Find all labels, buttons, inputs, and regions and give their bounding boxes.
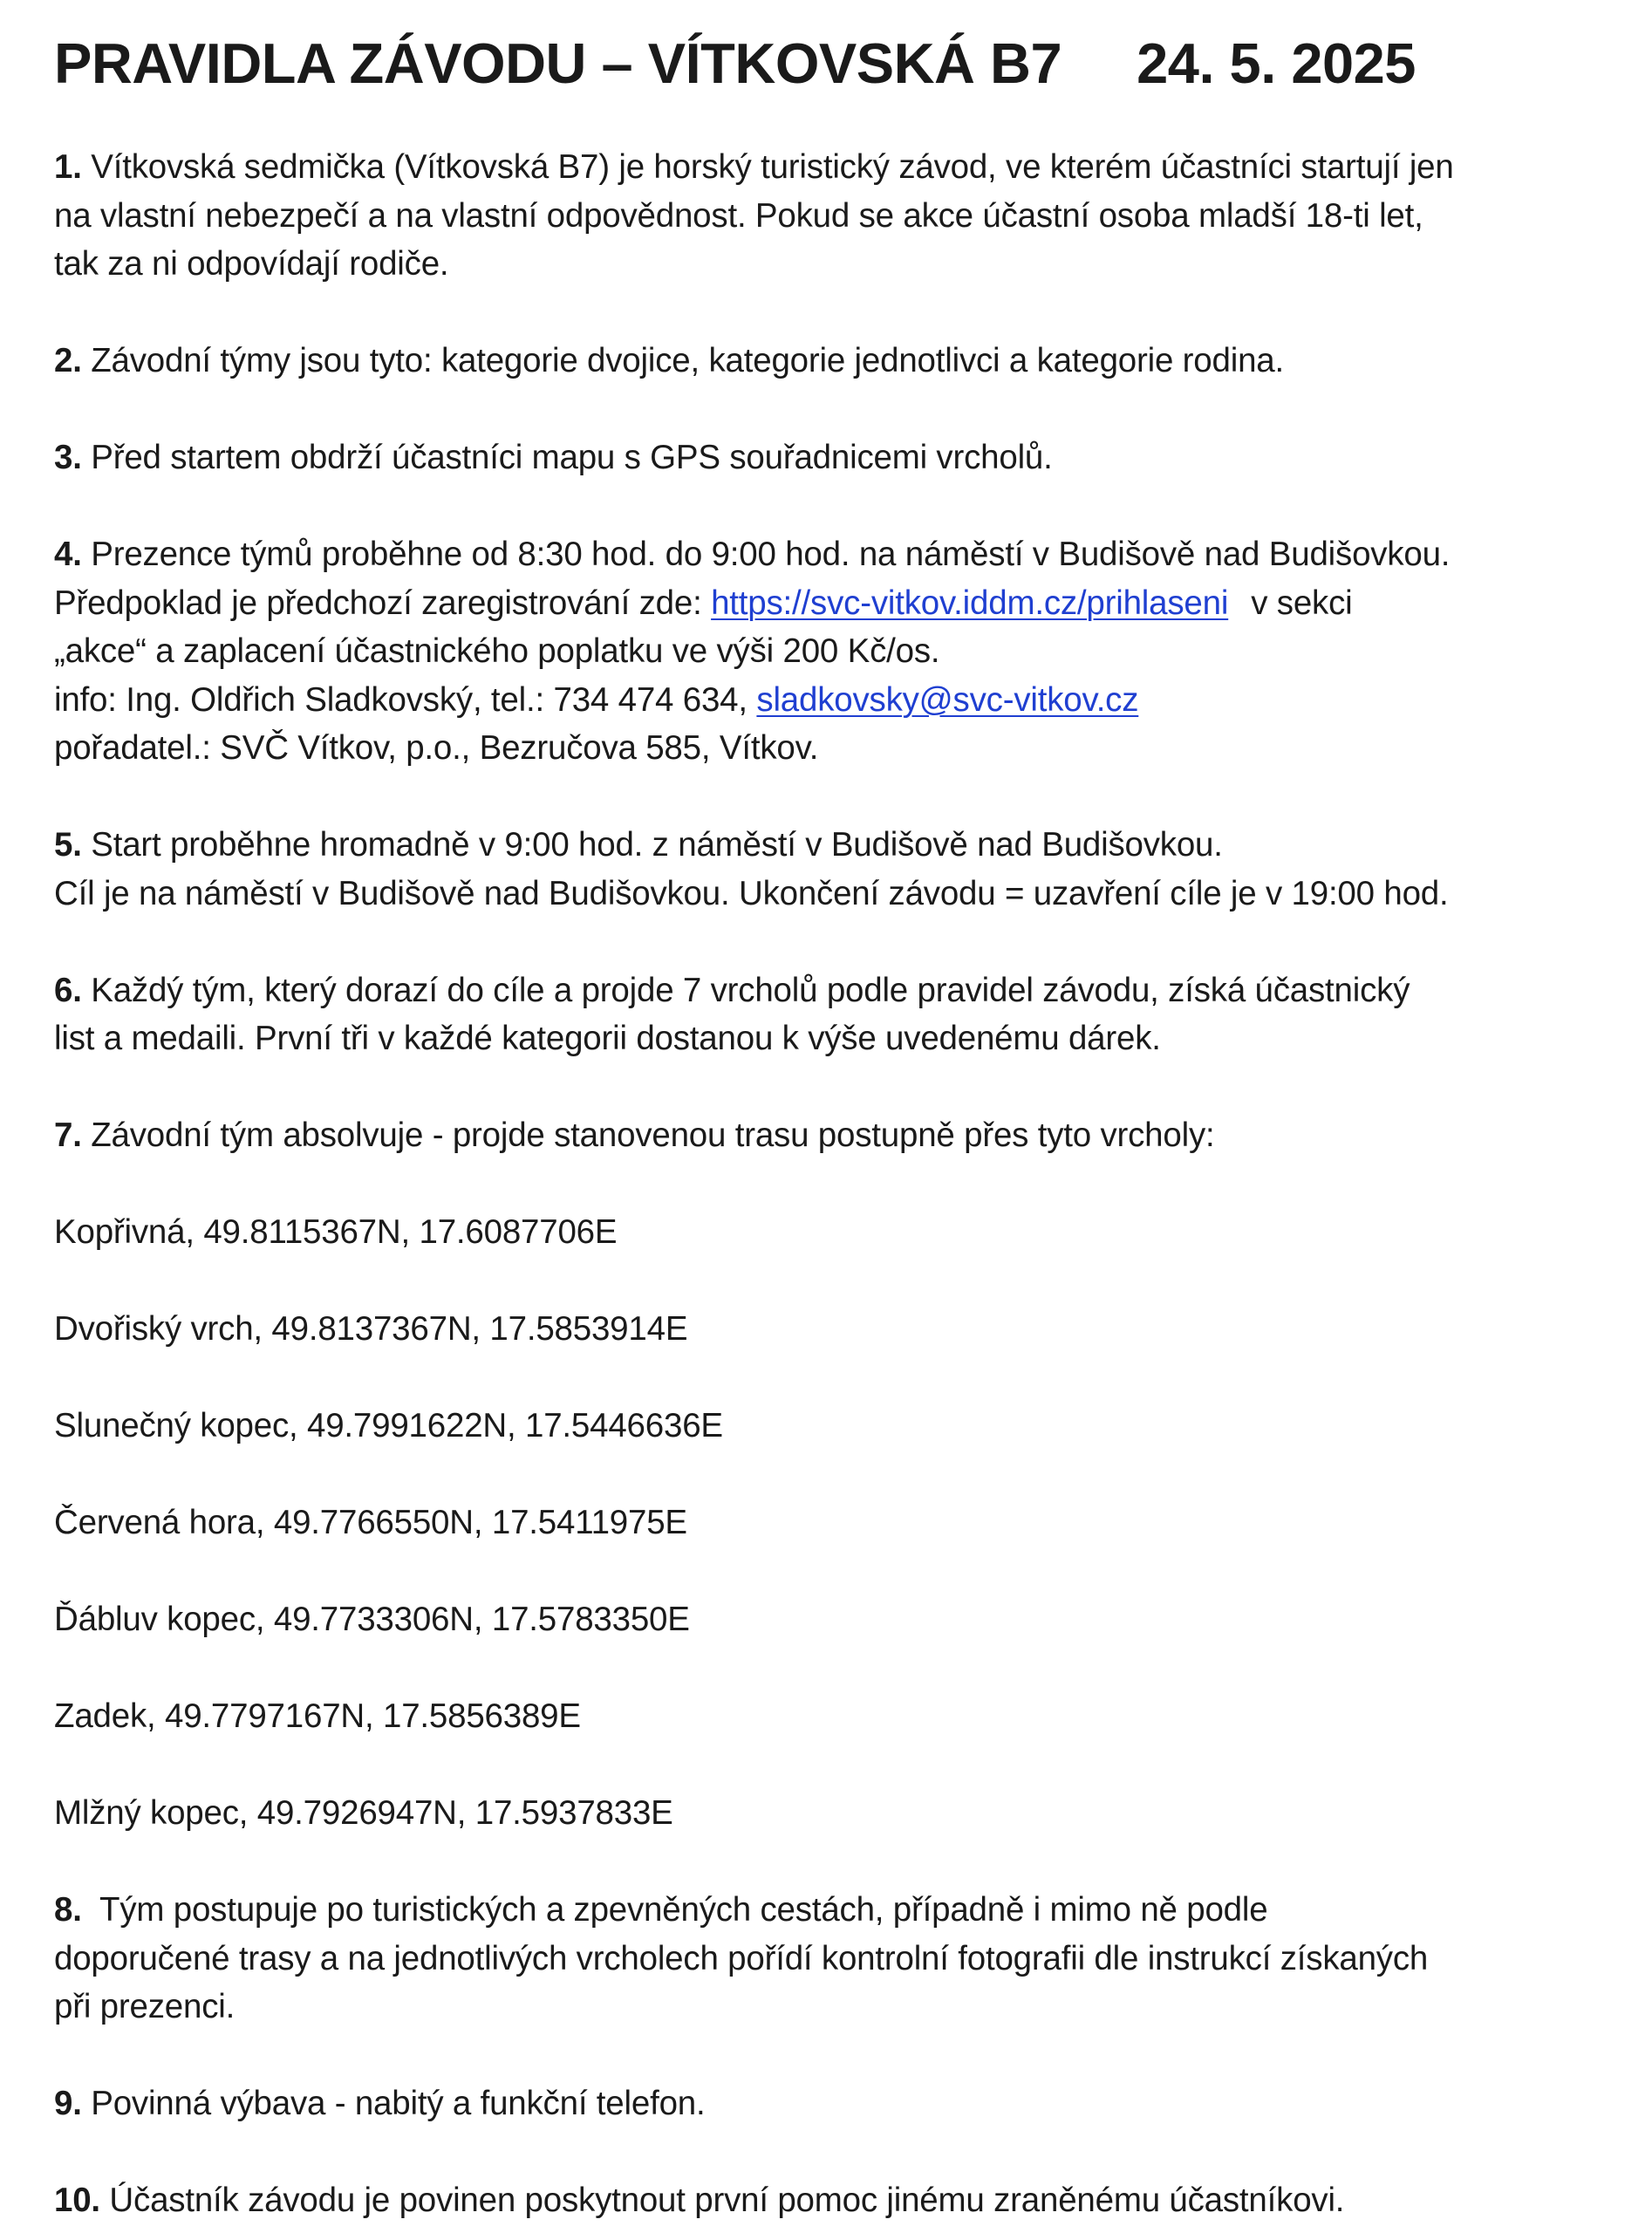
summit-item: Zadek, 49.7797167N, 17.5856389E xyxy=(54,1697,581,1735)
rule-number: 2. xyxy=(54,342,82,379)
rule-1 xyxy=(54,143,1600,289)
rule-2-line-1 xyxy=(54,337,1600,386)
rule-7 xyxy=(54,1111,1600,1160)
rule-5-line-1 xyxy=(54,821,1600,870)
rule-6-line-2: list a medaili. První tři v každé kategorii dostanou k výše uvedenému dárek. xyxy=(54,1020,1161,1057)
rule-text: Tým postupuje po turistických a zpevněných cestách, případně i mimo ně podle xyxy=(81,1891,1268,1929)
rule-4-line-1 xyxy=(54,530,1600,579)
registration-link[interactable]: https://svc-vitkov.iddm.cz/prihlaseni xyxy=(711,584,1229,622)
rule-number: 9. xyxy=(54,2085,82,2122)
summit-item: Červená hora, 49.7766550N, 17.5411975E xyxy=(54,1504,687,1541)
rule-4-line-2 xyxy=(54,579,1600,628)
rule-number: 4. xyxy=(54,536,82,573)
registration-text: Předpoklad je předchozí zaregistrování zde: xyxy=(54,584,712,622)
rule-4-line-4 xyxy=(54,676,1600,725)
rule-4-line-5: pořadatel.: SVČ Vítkov, p.o., Bezručova 585, Vítkov. xyxy=(54,729,819,767)
summit-item: Kopřivná, 49.8115367N, 17.6087706E xyxy=(54,1213,618,1251)
rule-10-line-1 xyxy=(54,2176,1600,2225)
rule-text: Každý tým, který dorazí do cíle a projde 7 vrcholů podle pravidel závodu, získá účastnický xyxy=(81,971,1410,1009)
summit-item: Mlžný kopec, 49.7926947N, 17.5937833E xyxy=(54,1794,673,1832)
summit-item: Ďábluv kopec, 49.7733306N, 17.5783350E xyxy=(54,1601,690,1638)
rule-6-line-1 xyxy=(54,966,1600,1015)
contact-info-text: info: Ing. Oldřich Sladkovský, tel.: 734 474 634, xyxy=(54,680,757,719)
rule-8-line-1 xyxy=(54,1886,1600,1935)
rule-10 xyxy=(54,2176,1600,2225)
page-title xyxy=(54,24,1600,103)
rule-9 xyxy=(54,2079,1600,2128)
email-link[interactable]: sladkovsky@svc-vitkov.cz xyxy=(756,680,1139,719)
rule-text: Vítkovská sedmička (Vítkovská B7) je horský turistický závod, ve kterém účastníci startují jen xyxy=(81,148,1454,186)
rule-number: 1. xyxy=(54,148,82,186)
rule-6 xyxy=(54,966,1600,1063)
rule-number: 10. xyxy=(54,2182,100,2219)
rule-text: Závodní týmy jsou tyto: kategorie dvojice, kategorie jednotlivci a kategorie rodina. xyxy=(81,342,1285,379)
rule-text: Před startem obdrží účastníci mapu s GPS souřadnicemi vrcholů. xyxy=(81,439,1053,476)
rule-number: 7. xyxy=(54,1116,82,1154)
rule-1-line-3: tak za ni odpovídají rodiče. xyxy=(54,245,449,283)
rules-body xyxy=(54,143,1600,2225)
rule-text: Prezence týmů proběhne od 8:30 hod. do 9:00 hod. na náměstí v Budišově nad Budišovkou. xyxy=(81,536,1451,573)
rule-number: 6. xyxy=(54,971,82,1009)
summit-item: Slunečný kopec, 49.7991622N, 17.5446636E xyxy=(54,1407,723,1444)
rule-1-line-2: na vlastní nebezpečí a na vlastní odpovědnost. Pokud se akce účastní osoba mladší 18-ti let, xyxy=(54,196,1423,235)
rule-text: Start proběhne hromadně v 9:00 hod. z náměstí v Budišově nad Budišovkou. xyxy=(81,826,1223,864)
rule-3 xyxy=(54,434,1600,482)
rule-1-line-1 xyxy=(54,143,1600,192)
title-date: 24. 5. 2025 xyxy=(1137,31,1416,95)
title-main: PRAVIDLA ZÁVODU – VÍTKOVSKÁ B7 xyxy=(54,31,1062,95)
rule-4-line-3: „akce“ a zaplacení účastnického poplatku ve výši 200 Kč/os. xyxy=(54,632,940,670)
rule-text: Účastník závodu je povinen poskytnout první pomoc jinému zraněnému účastníkovi. xyxy=(99,2182,1345,2219)
rule-text: Povinná výbava - nabitý a funkční telefon. xyxy=(81,2085,706,2122)
rule-8-line-3: při prezenci. xyxy=(54,1988,236,2025)
rule-5-line-2: Cíl je na náměstí v Budišově nad Budišovkou. Ukončení závodu = uzavření cíle je v 19:00 hod. xyxy=(54,874,1449,912)
rule-2 xyxy=(54,337,1600,386)
rule-5 xyxy=(54,821,1600,918)
summit-item: Dvořiský vrch, 49.8137367N, 17.5853914E xyxy=(54,1310,688,1348)
rule-8 xyxy=(54,1886,1600,2032)
rule-number: 3. xyxy=(54,439,82,476)
rule-number: 5. xyxy=(54,826,82,864)
rule-4 xyxy=(54,530,1600,773)
rule-9-line-1 xyxy=(54,2079,1600,2128)
rule-number: 8. xyxy=(54,1891,82,1929)
rule-8-line-2: doporučené trasy a na jednotlivých vrcholech pořídí kontrolní fotografii dle instrukcí získaných xyxy=(54,1939,1429,1977)
rule-3-line-1 xyxy=(54,434,1600,482)
rule-text: Závodní tým absolvuje - projde stanovenou trasu postupně přes tyto vrcholy: xyxy=(81,1116,1215,1154)
rule-7-line-1 xyxy=(54,1111,1600,1160)
registration-section-text: v sekci xyxy=(1251,584,1353,622)
